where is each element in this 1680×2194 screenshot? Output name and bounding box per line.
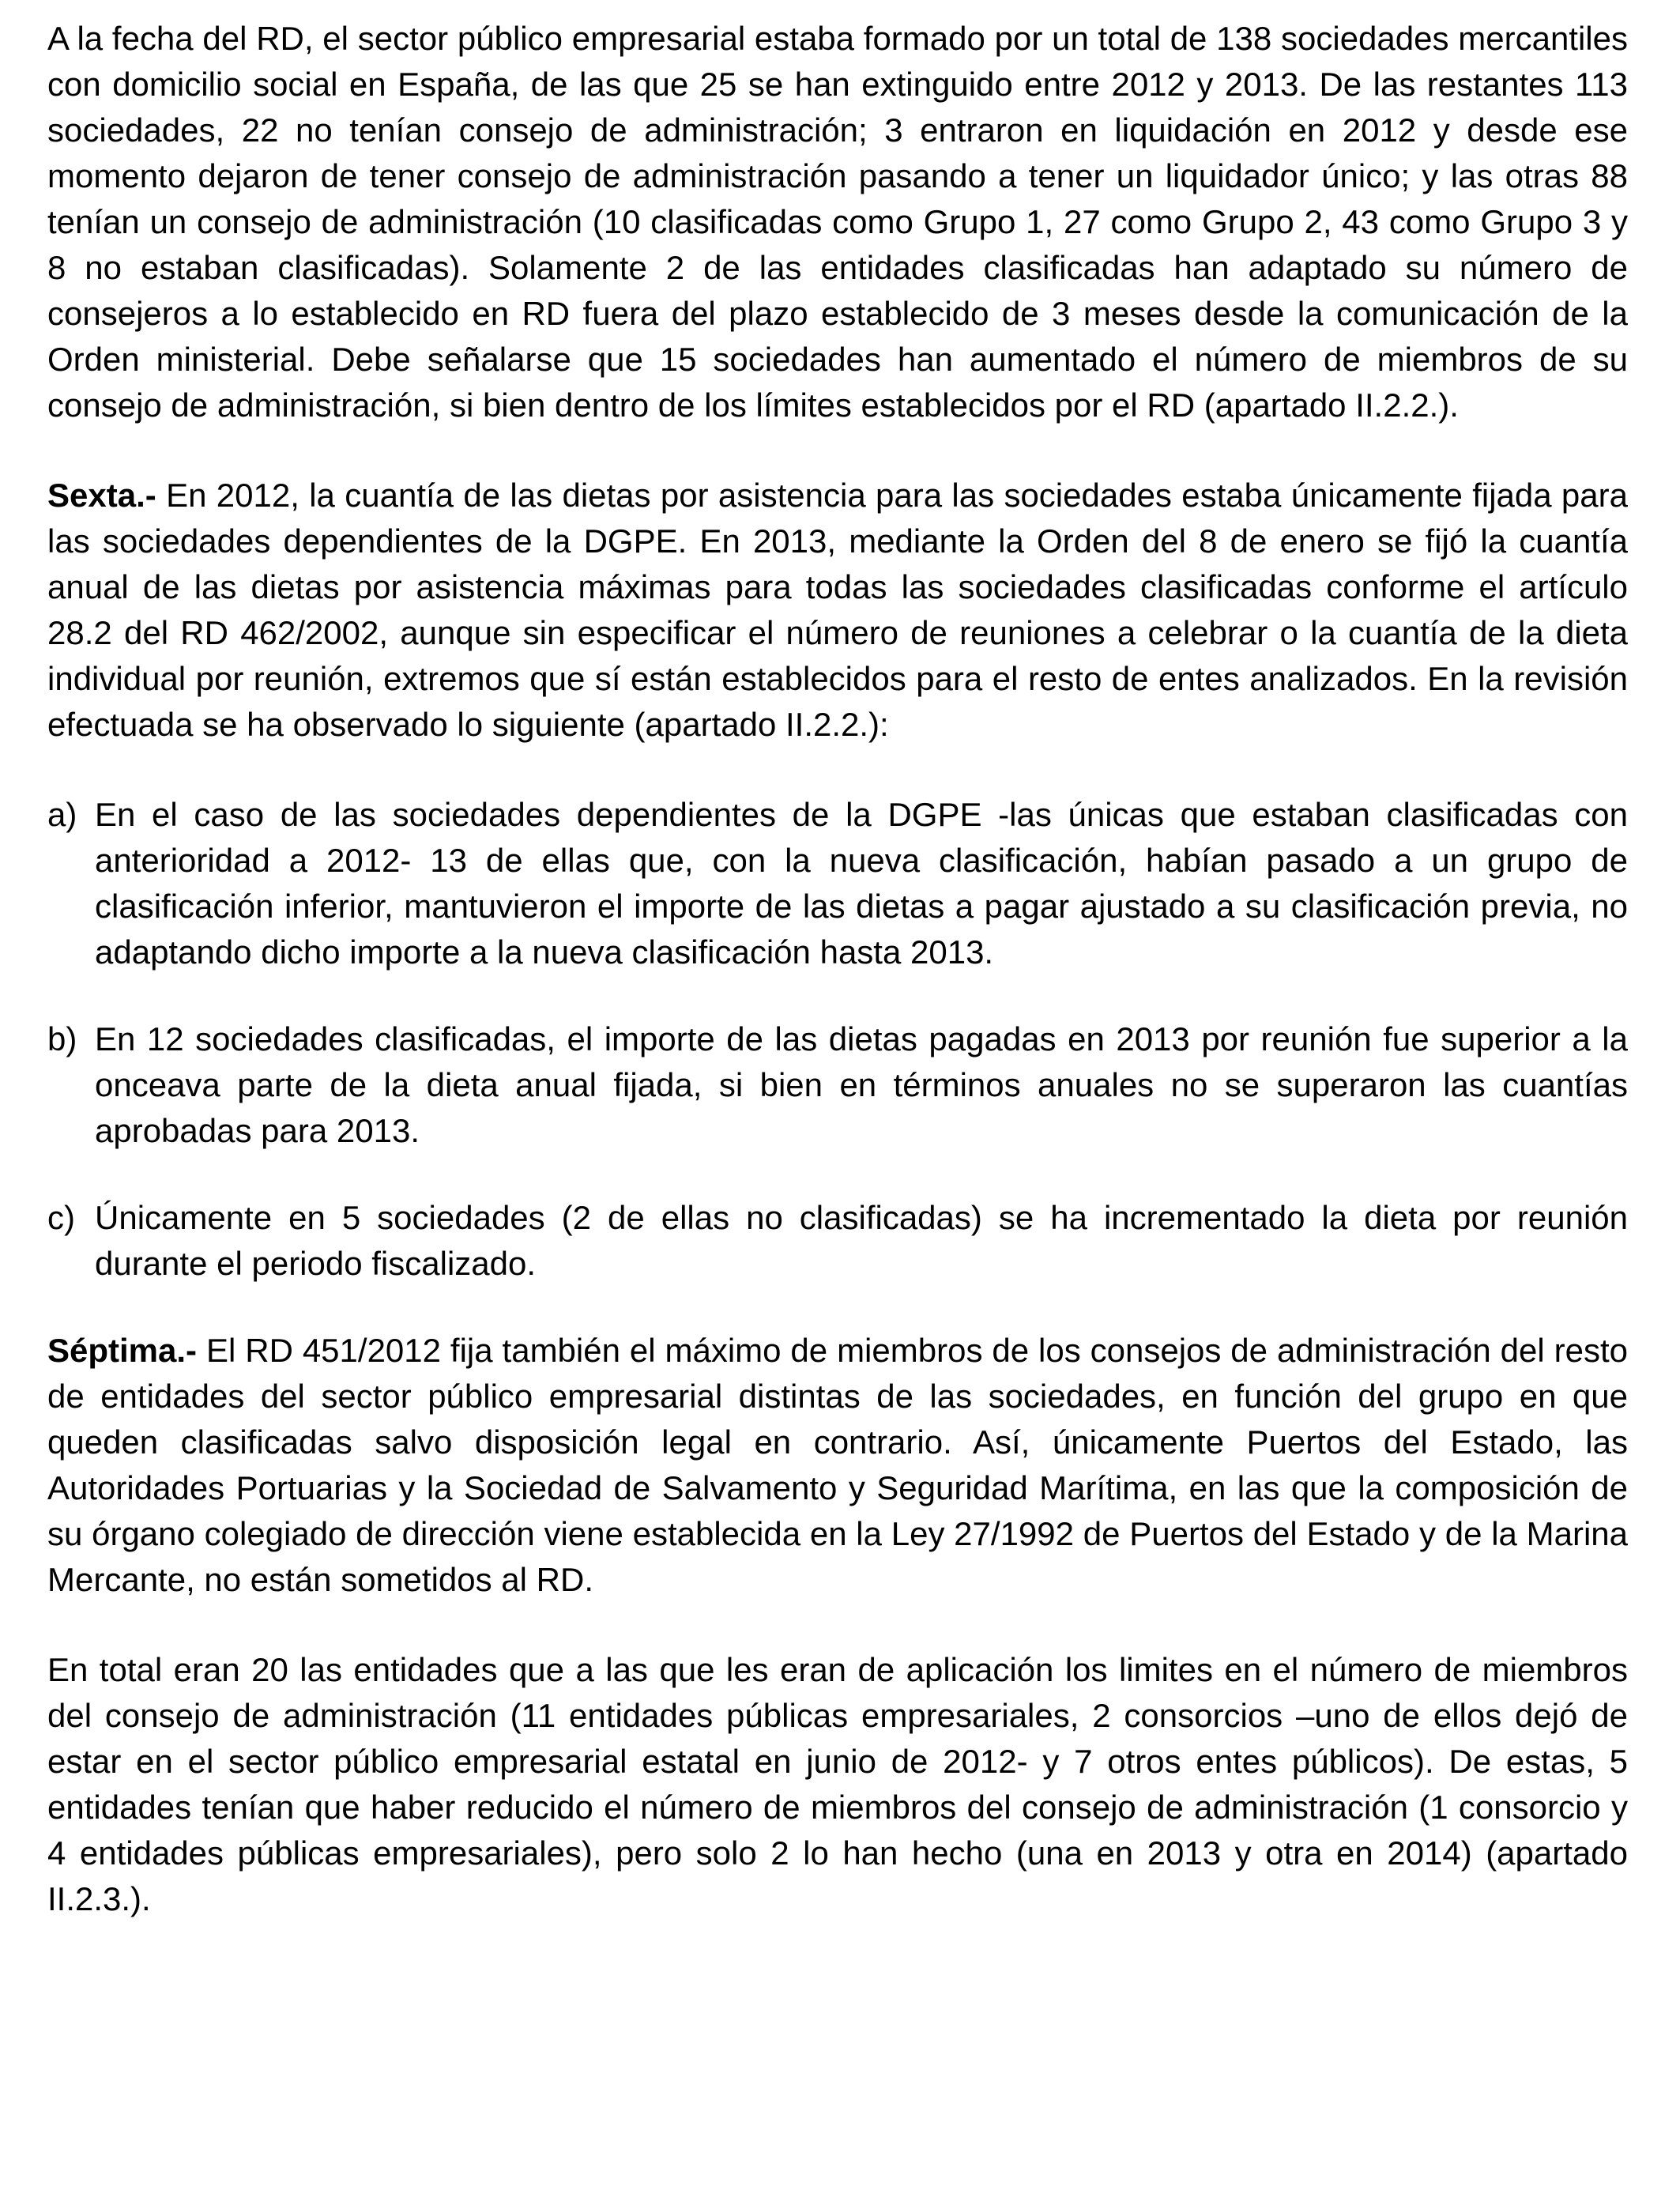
final-paragraph: En total eran 20 las entidades que a las que les eran de aplicación los limites en el número de miembros del consejo de administración (11 entidades públicas empresariales, 2 consorcios –uno de ellos dejó de estar en el sector público empresarial estatal en junio de 2012- y 7 otros entes públicos). De estas, 5 entidades tenían que haber reducido el número de miembros del consejo de administración (1 consorcio y 4 entidades públicas empresariales), pero solo 2 lo han hecho (una en 2013 y otra en 2014) (apartado II.2.3.). — [47, 1651, 1628, 1917]
list-marker: c) — [47, 1199, 75, 1236]
sexta-heading: Sexta.- — [47, 477, 156, 514]
list-marker: b) — [47, 1020, 77, 1057]
septima-body: El RD 451/2012 fija también el máximo de miembros de los consejos de administración del resto de entidades del sector público empresarial distintas de las sociedades, en función del grupo en que queden clasificadas salvo disposición legal en contrario. Así, únicamente Puertos del Estado, las Autoridades Portuarias y la Sociedad de Salvamento y Seguridad Marítima, en las que la composición de su órgano colegiado de dirección viene establecida en la Ley 27/1992 de Puertos del Estado y de la Marina Mercante, no están sometidos al RD. — [47, 1332, 1628, 1598]
list-marker: a) — [47, 796, 77, 833]
list-item-text: En el caso de las sociedades dependientes de la DGPE -las únicas que estaban clasificadas con anterioridad a 2012- 13 de ellas que, con la nueva clasificación, habían pasado a un grupo de clasificación inferior, mantuvieron el importe de las dietas a pagar ajustado a su clasificación previa, no adaptando dicho importe a la nueva clasificación hasta 2013. — [95, 796, 1628, 971]
findings-list — [47, 792, 1628, 1287]
septima-heading: Séptima.- — [47, 1332, 198, 1369]
septima-paragraph — [47, 1328, 1628, 1603]
list-item — [47, 792, 1628, 975]
list-item — [47, 1195, 1628, 1287]
list-item-text: En 12 sociedades clasificadas, el importe de las dietas pagadas en 2013 por reunión fue superior a la onceava parte de la dieta anual fijada, si bien en términos anuales no se superaron las cuantías aprobadas para 2013. — [95, 1020, 1628, 1149]
sexta-body: En 2012, la cuantía de las dietas por asistencia para las sociedades estaba únicamente fijada para las sociedades dependientes de la DGPE. En 2013, mediante la Orden del 8 de enero se fijó la cuantía anual de las dietas por asistencia máximas para todas las sociedades clasificadas conforme el artículo 28.2 del RD 462/2002, aunque sin especificar el número de reuniones a celebrar o la cuantía de la dieta individual por reunión, extremos que sí están establecidos para el resto de entes analizados. En la revisión efectuada se ha observado lo siguiente (apartado II.2.2.): — [47, 477, 1628, 743]
sexta-paragraph — [47, 473, 1628, 748]
intro-paragraph: A la fecha del RD, el sector público empresarial estaba formado por un total de 138 sociedades mercantiles con domicilio social en España, de las que 25 se han extinguido entre 2012 y 2013. De las restantes 113 sociedades, 22 no tenían consejo de administración; 3 entraron en liquidación en 2012 y desde ese momento dejaron de tener consejo de administración pasando a tener un liquidador único; y las otras 88 tenían un consejo de administración (10 clasificadas como Grupo 1, 27 como Grupo 2, 43 como Grupo 3 y 8 no estaban clasificadas). Solamente 2 de las entidades clasificadas han adaptado su número de consejeros a lo establecido en RD fuera del plazo establecido de 3 meses desde la comunicación de la Orden ministerial. Debe señalarse que 15 sociedades han aumentado el número de miembros de su consejo de administración, si bien dentro de los límites establecidos por el RD (apartado II.2.2.). — [47, 20, 1628, 424]
list-item — [47, 1016, 1628, 1154]
list-item-text: Únicamente en 5 sociedades (2 de ellas no clasificadas) se ha incrementado la dieta por reunión durante el periodo fiscalizado. — [95, 1199, 1628, 1282]
